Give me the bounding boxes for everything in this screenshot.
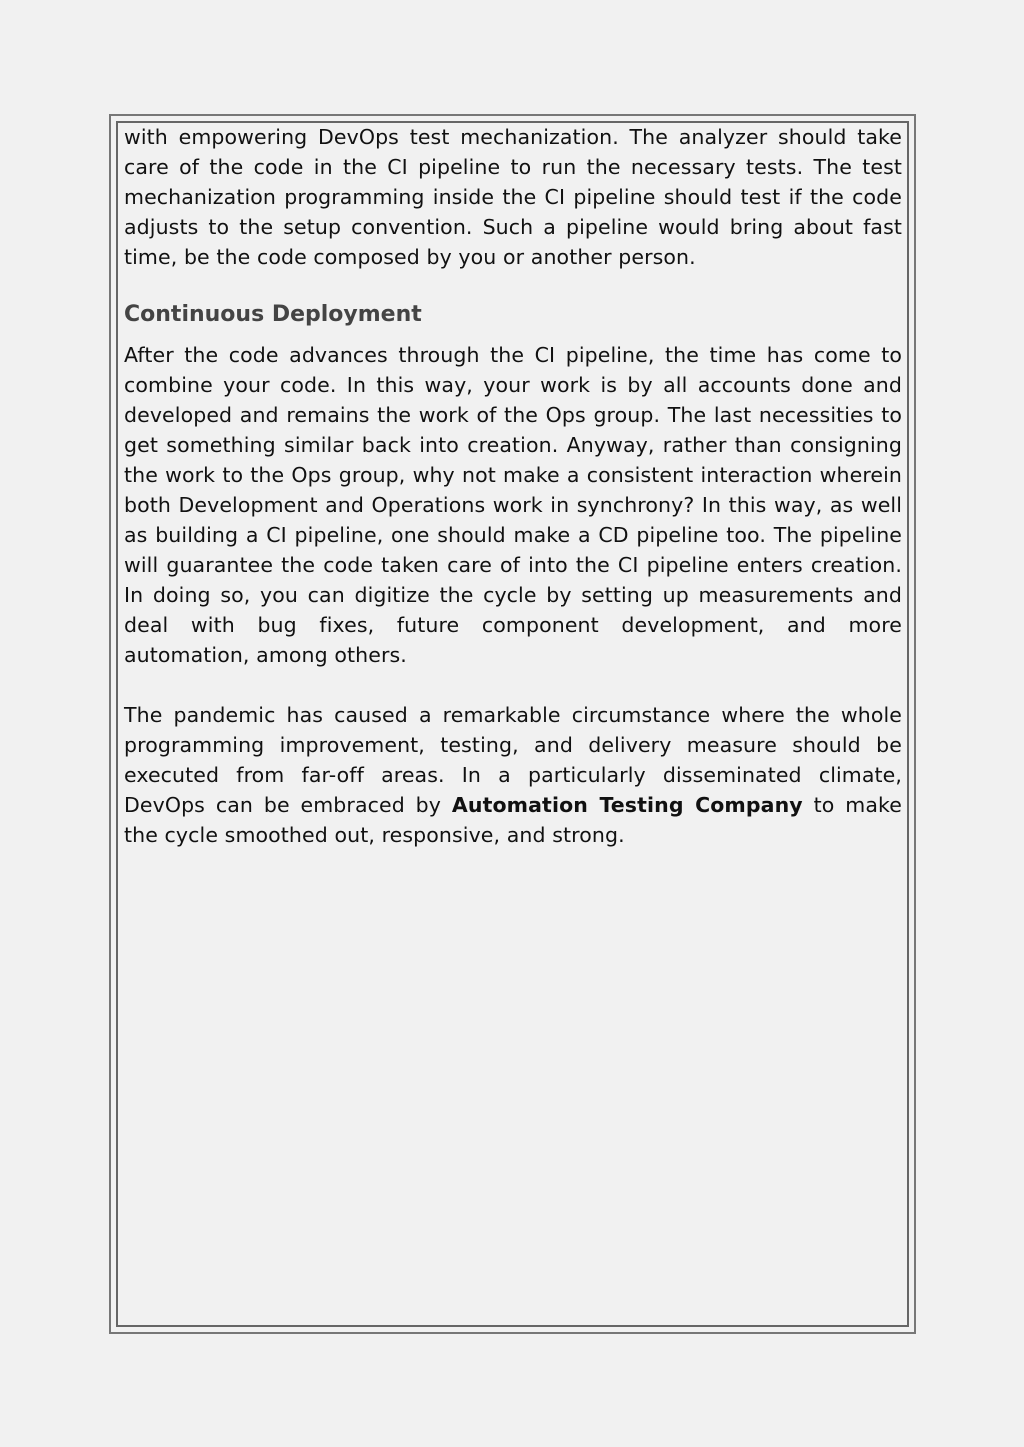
paragraph-pandemic-text: The pandemic has caused a remarkable circumstance where the whole programming improvement, testing, and delivery measure should be executed from far-off areas. In a particularly disseminated climate, DevOps can be embraced by [124,703,902,817]
paragraph-pandemic-ending: to make the cycle smoothed out, responsive, and strong. [124,793,902,847]
paragraph-spacer [124,670,902,700]
document-content [124,122,902,850]
section-heading: Continuous Deployment [124,302,422,327]
paragraph-continuous-deployment: After the code advances through the CI pipeline, the time has come to combine your code. In this way, your work is by all accounts done and developed and remains the work of the Ops group. The last necessities to get something similar back into creation. Anyway, rather than consigning the work to the Ops group, why not make a consistent interaction wherein both Development and Operations work in synchrony? In this way, as well as building a CI pipeline, one should make a CD pipeline too. The pipeline will guarantee the code taken care of into the CI pipeline enters creation. In doing so, you can digitize the cycle by setting up measurements and deal with bug fixes, future component development, and more automation, among others. [124,343,902,667]
paragraph-intro: with empowering DevOps test mechanization. The analyzer should take care of the code in the CI pipeline to run the necessary tests. The test mechanization programming inside the CI pipeline should test if the code adjusts to the setup convention. Such a pipeline would bring about fast time, be the code composed by you or another person. [124,125,902,269]
company-name-bold: Automation Testing Company [451,793,803,817]
paragraph-pandemic [124,700,902,850]
